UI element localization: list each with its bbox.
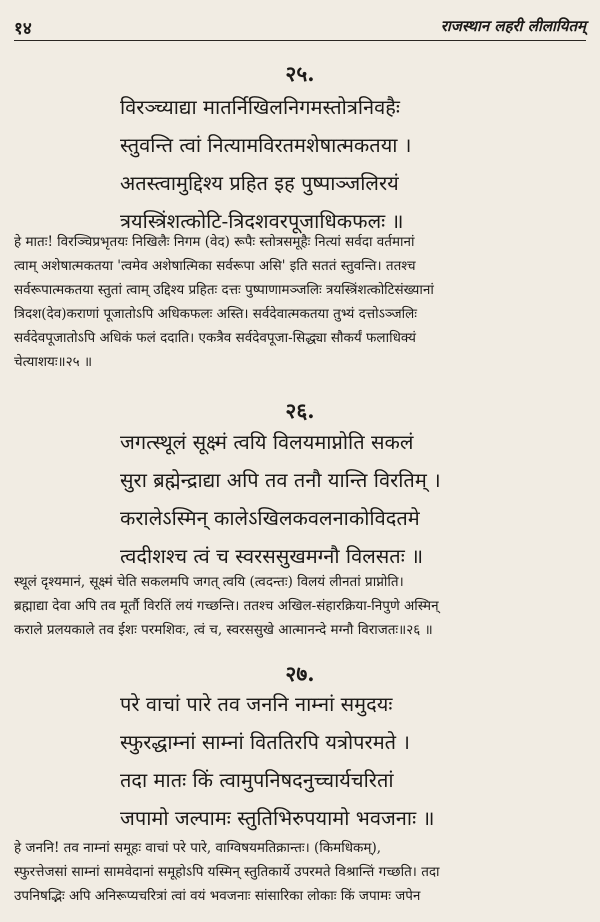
commentary-line: ब्रह्माद्या देवा अपि तव मूर्तौ विरतिं लयं गच्छन्ति। ततश्च अखिल-संहारक्रिया-निपुणे अस्मिन्	[14, 598, 439, 614]
verse-line: विरञ्च्याद्या मातर्निखिलनिगमस्तोत्रनिवहैः	[120, 95, 400, 119]
commentary-block	[14, 570, 586, 642]
commentary-line: स्फुरत्तेजसां साम्नां सामवेदानां समूहोऽपि यस्मिन् स्तुतिकार्ये उपरमते विश्रान्तिं गच्छति। तदा	[14, 864, 440, 880]
verse-line: स्तुवन्ति त्वां नित्यामविरतमशेषात्मकतया ।	[120, 133, 412, 157]
commentary-line: हे मातः! विरञ्चिप्रभृतयः निखिलैः निगम (वेद) रूपैः स्तोत्रसमूहैः नित्यां सर्वदा वर्तमानां	[14, 234, 415, 250]
page-header	[14, 10, 586, 41]
verse-line: जगत्स्थूलं सूक्ष्मं त्वयि विलयमाप्नोति सकलं	[120, 430, 414, 454]
verse-line: तदा मातः किं त्वामुपनिषदनुच्चार्यचरितां	[120, 768, 394, 792]
verse-line: परे वाचां पारे तव जननि नाम्नां समुदयः	[120, 692, 393, 716]
page-number: १४	[14, 19, 32, 39]
verse-number: २७.	[285, 661, 315, 686]
verse-line: त्वदीशश्च त्वं च स्वरससुखमग्नौ विलसतः ॥	[120, 544, 424, 568]
commentary-line: चेत्याशयः॥२५ ॥	[14, 354, 93, 370]
verse-line: अतस्त्वामुद्दिश्य प्रहित इह पुष्पाञ्जलिरयं	[120, 171, 399, 195]
commentary-block	[14, 230, 586, 374]
commentary-line: सर्वरूपात्मकतया स्तुतां त्वाम् उद्दिश्य प्रहितः दत्तः पुष्पाणामञ्जलिः त्रयस्त्रिंशत्कोटिसंख्यानां	[14, 282, 434, 298]
commentary-line: त्वाम् अशेषात्मकतया 'त्वमेव अशेषात्मिका सर्वरूपा असि' इति सततं स्तुवन्ति। ततश्च	[14, 258, 416, 274]
verse-number: २६.	[285, 398, 315, 423]
commentary-block	[14, 836, 586, 908]
commentary-line: उपनिषद्भिः अपि अनिरूप्यचरित्रां त्वां वयं भवजनाः सांसारिका लोकाः किं जपामः जपेन	[14, 888, 421, 904]
commentary-line: सर्वदेवपूजातोऽपि अधिकं फलं ददाति। एकत्रैव सर्वदेवपूजा-सिद्ध्या सौकर्यं फलाधिक्यं	[14, 330, 416, 346]
verse-number: २५.	[285, 61, 315, 86]
commentary-line: त्रिदश(देव)कराणां पूजातोऽपि अधिकफलः अस्ति। सर्वदेवात्मकतया तुभ्यं दत्तोऽञ्जलिः	[14, 306, 418, 322]
commentary-line: स्थूलं दृश्यमानं, सूक्ष्मं चेति सकलमपि जगत् त्वयि (त्वदन्तः) विलयं लीनतां प्राप्नोति।	[14, 574, 404, 590]
commentary-line: हे जननि! तव नाम्नां समूहः वाचां परे पारे, वाग्विषयमतिक्रान्तः। (किमधिकम्),	[14, 840, 382, 856]
verse-line: करालेऽस्मिन् कालेऽखिलकवलनाकोविदतमे	[120, 506, 420, 530]
running-title: राजस्थान लहरी लीलायितम्	[440, 17, 586, 35]
verse-line: सुरा ब्रह्मेन्द्राद्या अपि तव तनौ यान्ति विरतिम् ।	[120, 468, 441, 492]
verse-line: जपामो जल्पामः स्तुतिभिरुपयामो भवजनाः ॥	[120, 806, 435, 830]
verse-line: त्रयस्त्रिंशत्कोटि-त्रिदशवरपूजाधिकफलः ॥	[120, 209, 404, 233]
commentary-line: कराले प्रलयकाले तव ईशः परमशिवः, त्वं च, स्वरससुखे आत्मानन्दे मग्नौ विराजतः॥२६ ॥	[14, 622, 433, 638]
verse-line: स्फुरद्धाम्नां साम्नां विततिरपि यत्रोपरमते ।	[120, 730, 411, 754]
